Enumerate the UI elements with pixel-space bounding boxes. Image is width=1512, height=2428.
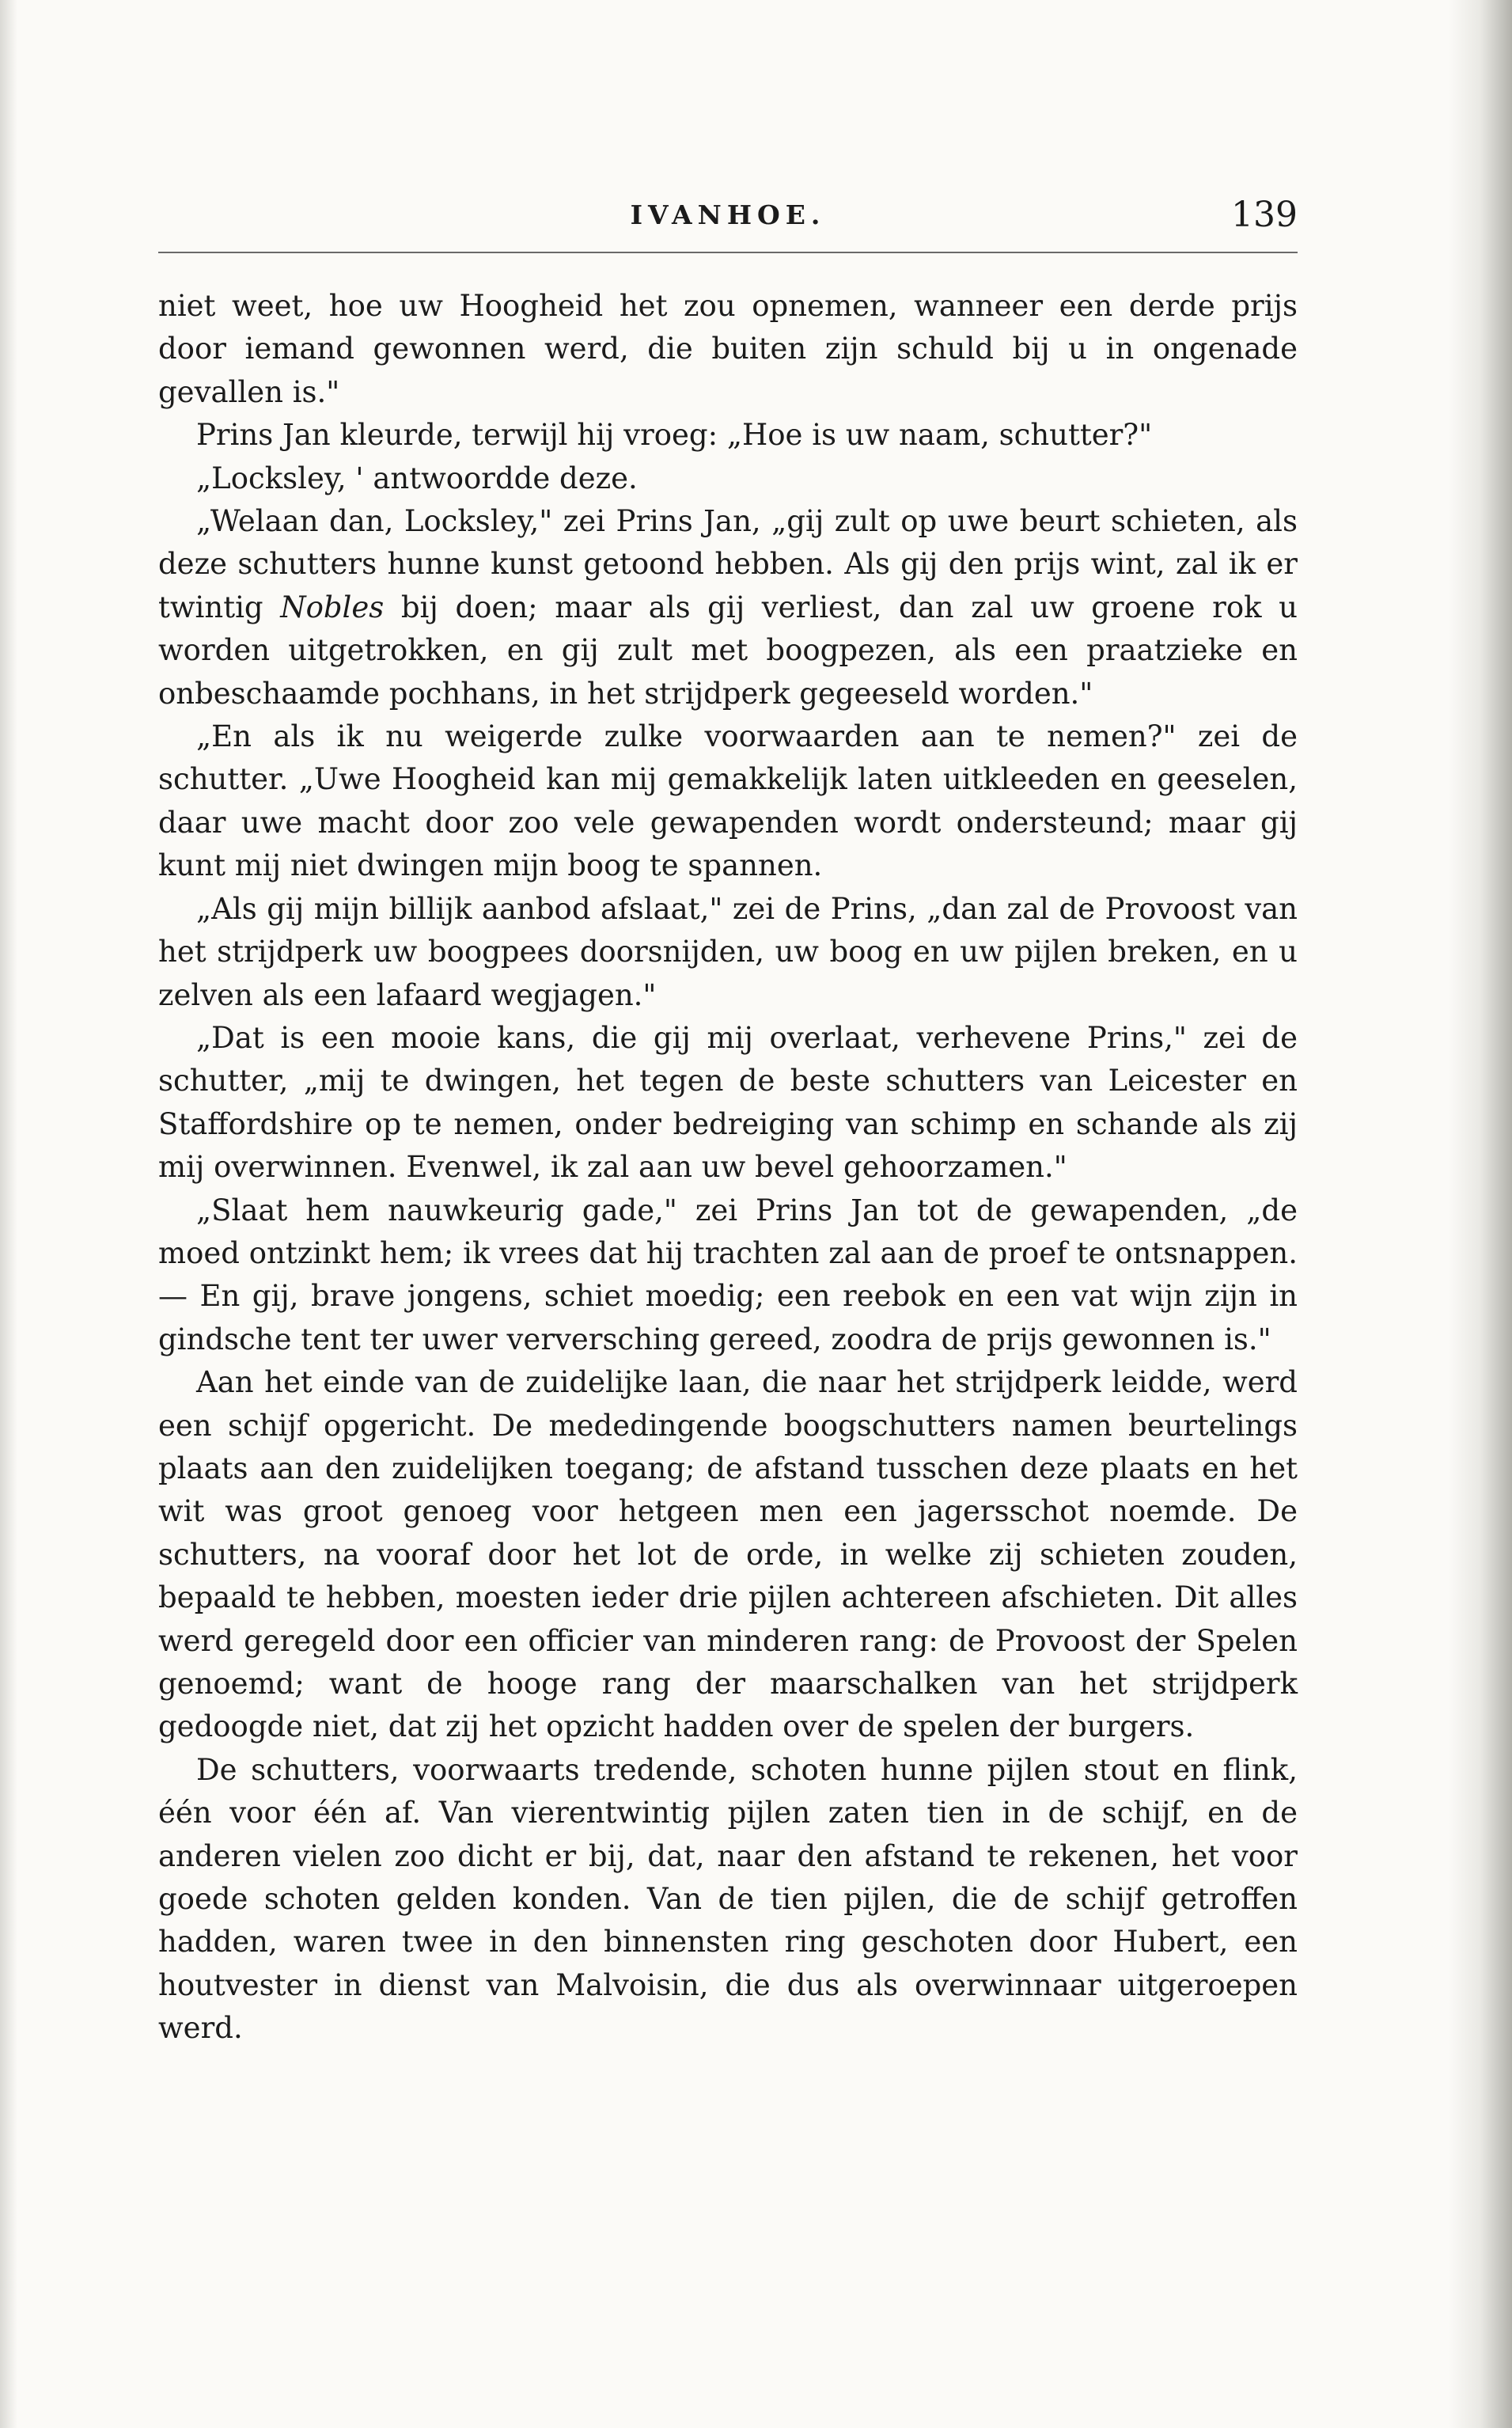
page-right-edge-shadow [1449, 0, 1512, 2428]
body-text [158, 285, 1298, 2051]
running-head [158, 195, 1298, 242]
paragraph-prince-asks-name: Prins Jan kleurde, terwijl hij vroeg: „Hoe is uw naam, schutter?" [196, 418, 1153, 453]
paragraph-continuation: niet weet, hoe uw Hoogheid het zou opnemen, wanneer een derde prijs door iemand gewonnen werd, die buiten zijn schuld bij u in ongenade gevallen is." [158, 289, 1298, 409]
paragraph-prince-orders: „Slaat hem nauwkeurig gade," zei Prins Jan tot de gewapenden, „de moed ontzinkt hem; ik vrees dat hij trachten zal aan de proef te ontsnappen. — En gij, brave jongens, schiet moedig; een reebok en een vat wijn zijn in gindsche tent ter uwer verversching gereed, zoodra de prijs gewonnen is." [158, 1193, 1298, 1356]
paragraph-prince-terms [158, 500, 1298, 715]
paragraph-archer-accepts: „Dat is een mooie kans, die gij mij overlaat, verhevene Prins," zei de schutter, „mij te dwingen, het tegen de beste schutters van Leicester en Staffordshire op te nemen, onder bedreiging van schimp en schande als zij mij overwinnen. Evenwel, ik zal aan uw bevel gehoorzamen." [158, 1020, 1298, 1185]
italic-nobles: Nobles [280, 590, 385, 624]
paragraph-target-setup: Aan het einde van de zuidelijke laan, die naar het strijdperk leidde, werd een schijf opgericht. De mededingende boogschutters namen beurtelings plaats aan den zuidelijken toegang; de afstand tusschen deze plaats en het wit was groot genoeg voor hetgeen men een jagersschot noemde. De schutters, na vooraf door het lot de orde, in welke zij schieten zouden, bepaald te hebben, moesten ieder drie pijlen achtereen afschieten. Dit alles werd geregeld door een officier van minderen rang: de Provoost der Spelen genoemd; want de hooge rang der maarschalken van het strijdperk gedoogde niet, dat zij het opzicht hadden over de spelen der burgers. [158, 1365, 1298, 1744]
paragraph-prince-terms-before: „Welaan dan, Locksley," zei Prins Jan, „gij zult op uwe beurt schieten, als deze schutters hunne kunst getoond hebben. Als gij den prijs wint, zal ik er twintig [158, 504, 1298, 624]
paragraph-shooting-result: De schutters, voorwaarts tredende, schoten hunne pijlen stout en flink, één voor één af. Van vierentwintig pijlen zaten tien in de schijf, en de anderen vielen zoo dicht er bij, dat, naar den afstand te rekenen, het voor goede schoten gelden konden. Van de tien pijlen, die de schijf getroffen hadden, waren twee in den binnensten ring geschoten door Hubert, een houtvester in dienst van Malvoisin, die dus als overwinnaar uitgeroepen werd. [158, 1752, 1298, 2046]
page-number: 139 [1231, 195, 1298, 235]
paragraph-prince-terms-after: bij doen; maar als gij verliest, dan zal uw groene rok u worden uitgetrokken, en gij zult met boogpezen, als een praatzieke en onbeschaamde pochhans, in het strijdperk gegeeseld worden." [158, 590, 1298, 711]
paragraph-prince-threat: „Als gij mijn billijk aanbod afslaat," zei de Prins, „dan zal de Provoost van het strijdperk uw boogpees doorsnijden, uw boog en uw pijlen breken, en u zelven als een lafaard wegjagen." [158, 891, 1298, 1012]
paragraph-archer-refusal: „En als ik nu weigerde zulke voorwaarden aan te nemen?" zei de schutter. „Uwe Hoogheid kan mij gemakkelijk laten uitkleeden en geeselen, daar uwe macht door zoo vele gewapenden wordt ondersteund; maar gij kunt mij niet dwingen mijn boog te spannen. [158, 719, 1298, 883]
header-rule [158, 252, 1298, 253]
paragraph-locksley-answer: „Locksley, ' antwoordde deze. [196, 461, 638, 495]
running-title: IVANHOE. [630, 199, 826, 230]
page-left-edge-shadow [0, 0, 17, 2428]
